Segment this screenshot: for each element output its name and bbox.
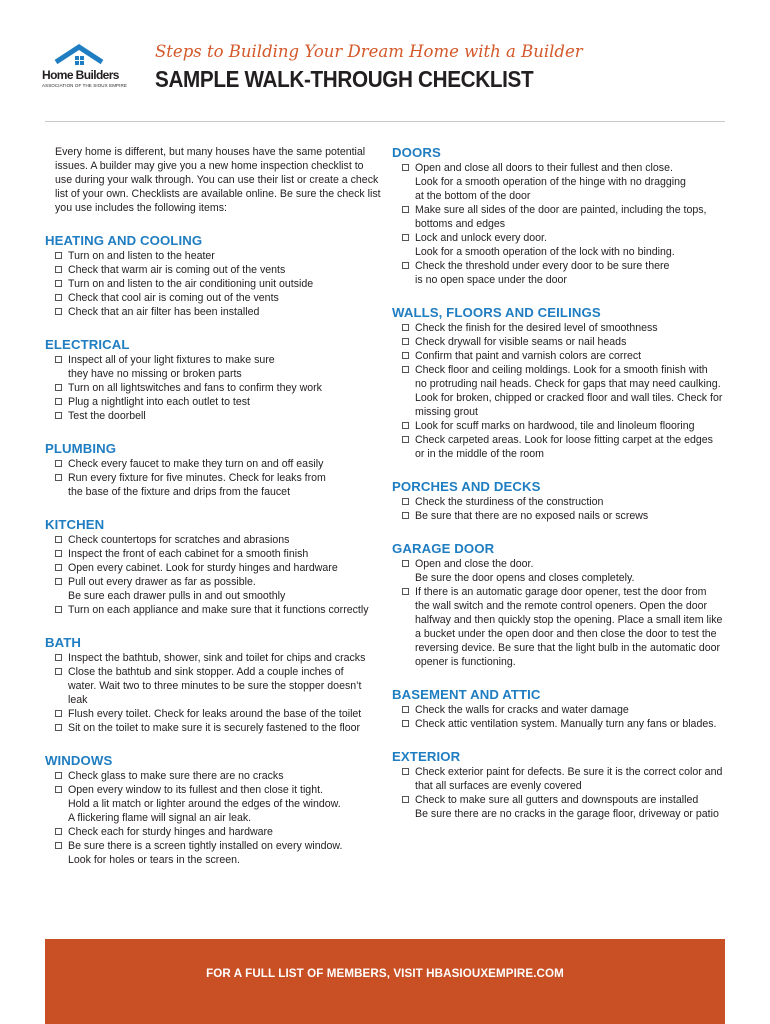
- checklist-item-text: Check each for sturdy hinges and hardware: [68, 826, 273, 838]
- checklist-item-text: Turn on and listen to the heater: [68, 250, 215, 262]
- right-column: [392, 145, 727, 821]
- checklist-item: [392, 703, 727, 717]
- section-heading: PORCHES AND DECKS: [392, 479, 541, 494]
- checklist: [392, 321, 727, 461]
- checkbox-icon[interactable]: [55, 606, 62, 613]
- checklist-item-text: halfway and then quickly stop the opening. Place a small item like: [415, 614, 723, 626]
- intro-line: Every home is different, but many houses have the same potential: [55, 146, 366, 158]
- section-heading: EXTERIOR: [392, 749, 461, 764]
- checklist-item-text: no protruding nail heads. Check for gaps that may need caulking.: [415, 378, 721, 390]
- checklist-item: [45, 249, 385, 263]
- section-heading: DOORS: [392, 145, 441, 160]
- checklist-item-text: Open and close the door.: [415, 558, 534, 570]
- checklist: [45, 533, 385, 617]
- checklist: [392, 557, 727, 669]
- checkbox-icon[interactable]: [402, 498, 409, 505]
- checklist-item: [392, 585, 727, 669]
- checklist-item-text: Open and close all doors to their fullest and then close.: [415, 162, 673, 174]
- section-heading: ELECTRICAL: [45, 337, 130, 352]
- section-electrical: [45, 337, 385, 423]
- checklist-item-text: Open every window to its fullest and then close it tight.: [68, 784, 323, 796]
- checkbox-icon[interactable]: [55, 578, 62, 585]
- section-heading: WALLS, FLOORS AND CEILINGS: [392, 305, 601, 320]
- checklist-item-text: or in the middle of the room: [415, 448, 544, 460]
- right-sections: [392, 145, 727, 821]
- checkbox-icon[interactable]: [55, 828, 62, 835]
- checklist-item-text: Turn on all lightswitches and fans to confirm they work: [68, 382, 322, 394]
- checklist: [45, 651, 385, 735]
- checkbox-icon[interactable]: [55, 786, 62, 793]
- checklist-item: [392, 419, 727, 433]
- checkbox-icon[interactable]: [55, 536, 62, 543]
- checklist-item-text: If there is an automatic garage door opener, test the door from: [415, 586, 707, 598]
- section-doors: [392, 145, 727, 287]
- checkbox-icon[interactable]: [55, 474, 62, 481]
- checklist: [45, 457, 385, 499]
- checklist: [392, 765, 727, 821]
- checklist-item: [45, 721, 385, 735]
- checklist-item-text: reversing device. Be sure that the light bulb in the automatic door: [415, 642, 721, 654]
- section-basement-and-attic: [392, 687, 727, 731]
- section-heading: GARAGE DOOR: [392, 541, 495, 556]
- checklist-item-text: Pull out every drawer as far as possible.: [68, 576, 256, 588]
- checkbox-icon[interactable]: [402, 262, 409, 269]
- checklist-item-text: Be sure each drawer pulls in and out smoothly: [68, 590, 286, 602]
- checklist-item: [392, 161, 727, 203]
- page-title: SAMPLE WALK-THROUGH CHECKLIST: [155, 66, 534, 92]
- checklist-item: [45, 381, 385, 395]
- checklist-item: [45, 533, 385, 547]
- checklist-item-text: Run every fixture for five minutes. Check for leaks from: [68, 472, 326, 484]
- intro-line: issues. A builder may give you a new home inspection checklist to: [55, 160, 364, 172]
- checklist-item-text: the wall switch and the remote control openers. Open the door: [415, 600, 708, 612]
- checklist-item-text: missing grout: [415, 406, 478, 418]
- checklist-item-text: Be sure the door opens and closes completely.: [415, 572, 635, 584]
- checklist-item-text: Inspect all of your light fixtures to make sure: [68, 354, 275, 366]
- checklist-item: [45, 471, 385, 499]
- section-kitchen: [45, 517, 385, 617]
- checkbox-icon[interactable]: [55, 308, 62, 315]
- checklist-item-text: is no open space under the door: [415, 274, 567, 286]
- checklist-item-text: Check every faucet to make they turn on and off easily: [68, 458, 324, 470]
- intro-line: you use includes the following items:: [55, 202, 227, 214]
- checklist-item: [45, 707, 385, 721]
- checklist-item: [392, 363, 727, 419]
- section-heading: KITCHEN: [45, 517, 105, 532]
- checkbox-icon[interactable]: [402, 366, 409, 373]
- checklist-item-text: Check that an air filter has been installed: [68, 306, 260, 318]
- checklist-item-text: they have no missing or broken parts: [68, 368, 242, 380]
- checklist-item-text: Check drywall for visible seams or nail heads: [415, 336, 627, 348]
- checklist-item-text: Check that warm air is coming out of the vents: [68, 264, 286, 276]
- checkbox-icon[interactable]: [402, 234, 409, 241]
- section-heading: BASEMENT AND ATTIC: [392, 687, 541, 702]
- section-heating-and-cooling: [45, 233, 385, 319]
- checklist: [45, 353, 385, 423]
- checklist-item-text: Hold a lit match or lighter around the edges of the window.: [68, 798, 341, 810]
- checklist-item-text: Be sure there is a screen tightly installed on every window.: [68, 840, 343, 852]
- checkbox-icon[interactable]: [402, 720, 409, 727]
- checkbox-icon[interactable]: [55, 550, 62, 557]
- checklist-item-text: Check the threshold under every door to be sure there: [415, 260, 670, 272]
- checklist-item: [45, 277, 385, 291]
- checkbox-icon[interactable]: [55, 668, 62, 675]
- checkbox-icon[interactable]: [55, 772, 62, 779]
- checklist-item-text: Look for a smooth operation of the lock with no binding.: [415, 246, 675, 258]
- checklist-item: [45, 665, 385, 707]
- checkbox-icon[interactable]: [402, 560, 409, 567]
- checklist-item: [45, 561, 385, 575]
- checklist-item: [392, 335, 727, 349]
- checklist-item-text: a bucket under the open door and then close the door to test the: [415, 628, 717, 640]
- checklist-item-text: Look for a smooth operation of the hinge with no dragging: [415, 176, 686, 188]
- checklist-item: [45, 457, 385, 471]
- checklist-item-text: Check that cool air is coming out of the vents: [68, 292, 279, 304]
- checklist-item: [45, 263, 385, 277]
- checkbox-icon[interactable]: [55, 266, 62, 273]
- checkbox-icon[interactable]: [402, 588, 409, 595]
- checkbox-icon[interactable]: [55, 398, 62, 405]
- checklist-item: [45, 839, 385, 867]
- checkbox-icon[interactable]: [55, 724, 62, 731]
- checklist-item-text: Look for broken, chipped or cracked floor and wall tiles. Check for: [415, 392, 723, 404]
- checkbox-icon[interactable]: [55, 710, 62, 717]
- checklist-item-text: that all surfaces are evenly covered: [415, 780, 582, 792]
- checklist-item-text: Check to make sure all gutters and downspouts are installed: [415, 794, 699, 806]
- checklist-item-text: Close the bathtub and sink stopper. Add a couple inches of: [68, 666, 344, 678]
- checklist-item: [45, 305, 385, 319]
- checklist-item-text: A flickering flame will signal an air leak.: [68, 812, 252, 824]
- checkbox-icon[interactable]: [402, 512, 409, 519]
- checklist-item-text: Plug a nightlight into each outlet to test: [68, 396, 250, 408]
- checklist-item-text: Turn on and listen to the air conditioning unit outside: [68, 278, 314, 290]
- checklist-item-text: the base of the fixture and drips from the faucet: [68, 486, 291, 498]
- checklist-item: [392, 433, 727, 461]
- logo-name: Home Builders: [42, 68, 119, 82]
- checkbox-icon[interactable]: [402, 338, 409, 345]
- checklist-item: [392, 231, 727, 259]
- checklist-item: [45, 547, 385, 561]
- checklist-item: [45, 353, 385, 381]
- checklist-item: [45, 575, 385, 603]
- checklist-item-text: opener is functioning.: [415, 656, 516, 668]
- checklist-item-text: Check exterior paint for defects. Be sure it is the correct color and: [415, 766, 723, 778]
- checkbox-icon[interactable]: [402, 422, 409, 429]
- checkbox-icon[interactable]: [55, 280, 62, 287]
- left-sections: [45, 233, 385, 867]
- checkbox-icon[interactable]: [402, 706, 409, 713]
- home-builders-logo: [42, 44, 127, 92]
- checkbox-icon[interactable]: [55, 356, 62, 363]
- checkbox-icon[interactable]: [402, 436, 409, 443]
- checkbox-icon[interactable]: [402, 796, 409, 803]
- section-heading: WINDOWS: [45, 753, 113, 768]
- checklist-item: [392, 765, 727, 793]
- section-heading: HEATING AND COOLING: [45, 233, 203, 248]
- checklist-item: [45, 291, 385, 305]
- checklist-item-text: Sit on the toilet to make sure it is securely fastened to the floor: [68, 722, 361, 734]
- checklist-item-text: bottoms and edges: [415, 218, 506, 230]
- checklist: [45, 769, 385, 867]
- checklist-item-text: Check the finish for the desired level of smoothness: [415, 322, 658, 334]
- section-garage-door: [392, 541, 727, 669]
- checklist-item-text: Look for holes or tears in the screen.: [68, 854, 240, 866]
- checklist-item-text: Look for scuff marks on hardwood, tile and linoleum flooring: [415, 420, 695, 432]
- logo-subtitle: ASSOCIATION OF THE SIOUX EMPIRE: [42, 83, 127, 88]
- checklist-item: [392, 349, 727, 363]
- checkbox-icon[interactable]: [402, 164, 409, 171]
- section-bath: [45, 635, 385, 735]
- checklist-item: [45, 603, 385, 617]
- checklist-item-text: Lock and unlock every door.: [415, 232, 547, 244]
- checklist-item-text: Check countertops for scratches and abrasions: [68, 534, 290, 546]
- checklist-item-text: Confirm that paint and varnish colors are correct: [415, 350, 642, 362]
- checklist-item-text: Inspect the front of each cabinet for a smooth finish: [68, 548, 309, 560]
- checkbox-icon[interactable]: [55, 252, 62, 259]
- intro-paragraph: [55, 145, 383, 215]
- checklist-item: [392, 321, 727, 335]
- checklist-item: [45, 783, 385, 825]
- checklist-item: [392, 495, 727, 509]
- header-divider: [45, 121, 725, 122]
- checkbox-icon[interactable]: [55, 412, 62, 419]
- page-subtitle: Steps to Building Your Dream Home with a Builder: [155, 42, 583, 61]
- checkbox-icon[interactable]: [55, 294, 62, 301]
- checklist-item-text: Check glass to make sure there are no cracks: [68, 770, 284, 782]
- checkbox-icon[interactable]: [55, 654, 62, 661]
- checklist-item-text: water. Wait two to three minutes to be sure the stopper doesn’t: [68, 680, 362, 692]
- checklist-item-text: at the bottom of the door: [415, 190, 531, 202]
- checklist-item: [45, 395, 385, 409]
- checklist-item-text: Turn on each appliance and make sure that it functions correctly: [68, 604, 369, 616]
- intro-line: list of your own. Checklists are available online. Be sure the check list: [55, 188, 381, 200]
- checklist-item: [45, 769, 385, 783]
- checkbox-icon[interactable]: [402, 206, 409, 213]
- section-walls-floors-and-ceilings: [392, 305, 727, 461]
- footer-banner: [45, 939, 725, 1024]
- checklist-item-text: Check attic ventilation system. Manually turn any fans or blades.: [415, 718, 717, 730]
- checklist-item: [392, 509, 727, 523]
- checkbox-icon[interactable]: [402, 352, 409, 359]
- checklist-item-text: Open every cabinet. Look for sturdy hinges and hardware: [68, 562, 338, 574]
- checklist-item: [45, 825, 385, 839]
- checklist-item-text: Check floor and ceiling moldings. Look for a smooth finish with: [415, 364, 708, 376]
- checkbox-icon[interactable]: [55, 384, 62, 391]
- checklist-item-text: Make sure all sides of the door are painted, including the tops,: [415, 204, 707, 216]
- checklist-item-text: Be sure there are no cracks in the garage floor, driveway or patio: [415, 808, 719, 820]
- checklist-item: [392, 203, 727, 231]
- checkbox-icon[interactable]: [55, 842, 62, 849]
- checklist-item-text: Flush every toilet. Check for leaks around the base of the toilet: [68, 708, 362, 720]
- checklist-item-text: Inspect the bathtub, shower, sink and toilet for chips and cracks: [68, 652, 366, 664]
- section-porches-and-decks: [392, 479, 727, 523]
- checkbox-icon[interactable]: [55, 460, 62, 467]
- section-exterior: [392, 749, 727, 821]
- intro-line: use during your walk through. You can use their list or create a check: [55, 174, 379, 186]
- left-column: [45, 145, 385, 867]
- checklist-item-text: Check the walls for cracks and water damage: [415, 704, 629, 716]
- checklist-item-text: Check the sturdiness of the construction: [415, 496, 604, 508]
- checkbox-icon[interactable]: [55, 564, 62, 571]
- checklist-item-text: Test the doorbell: [68, 410, 146, 422]
- checklist: [392, 161, 727, 287]
- checklist: [45, 249, 385, 319]
- checklist-item: [45, 409, 385, 423]
- checklist-item: [45, 651, 385, 665]
- checklist-item-text: Check carpeted areas. Look for loose fitting carpet at the edges: [415, 434, 713, 446]
- footer-text: FOR A FULL LIST OF MEMBERS, VISIT HBASIOUXEMPIRE.COM: [206, 967, 564, 980]
- checkbox-icon[interactable]: [402, 768, 409, 775]
- section-heading: PLUMBING: [45, 441, 117, 456]
- checklist-item: [392, 793, 727, 821]
- section-plumbing: [45, 441, 385, 499]
- checklist-item: [392, 259, 727, 287]
- checklist-item-text: Be sure that there are no exposed nails or screws: [415, 510, 649, 522]
- checklist-item: [392, 557, 727, 585]
- section-windows: [45, 753, 385, 867]
- house-roof-icon: [52, 44, 106, 70]
- checklist: [392, 703, 727, 731]
- section-heading: BATH: [45, 635, 82, 650]
- checklist-item: [392, 717, 727, 731]
- checklist-item-text: leak: [68, 694, 88, 706]
- checklist: [392, 495, 727, 523]
- checkbox-icon[interactable]: [402, 324, 409, 331]
